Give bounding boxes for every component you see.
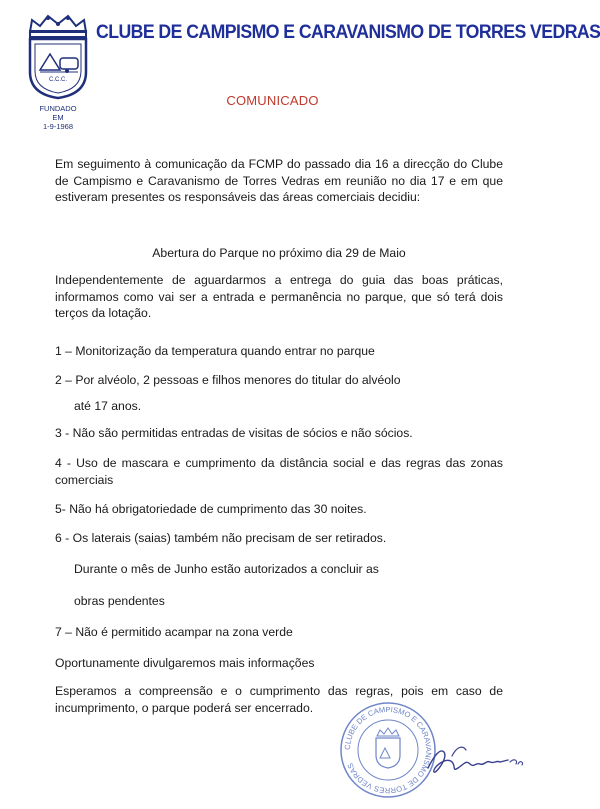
rule-item: 6 - Os laterais (saias) também não precisam de ser retirados. — [55, 531, 387, 545]
rule-item: 4 - Uso de mascara e cumprimento da distância social e das regras das zonas comerciais — [55, 456, 503, 487]
club-crest-icon — [22, 14, 94, 100]
rule-item: 1 – Monitorização da temperatura quando entrar no parque — [55, 344, 375, 358]
founded-note — [22, 104, 94, 131]
intro-paragraph: Em seguimento à comunicação da FCMP do passado dia 16 a direcção do Clube de Campismo e Caravanismo de Torres Vedras em reunião no dia 17 e em que estiveram presentes os responsáveis das áreas comerciais decidiu: — [55, 157, 503, 204]
closing-info: Oportunamente divulgaremos mais informações — [55, 656, 315, 670]
club-logo — [22, 14, 94, 100]
club-name: CLUBE DE CAMPISMO E CARAVANISMO DE TORRES VEDRAS — [96, 22, 600, 43]
announcement: Abertura do Parque no próximo dia 29 de Maio — [152, 246, 406, 260]
document-heading: COMUNICADO — [226, 93, 319, 108]
rule-item: 5- Não há obrigatoriedade de cumprimento das 30 noites. — [55, 502, 367, 516]
context-paragraph: Independentemente de aguardarmos a entrega do guia das boas práticas, informamos como vai ser a entrada e permanência no parque, que só terá dois terços da lotação. — [55, 273, 503, 320]
rule-item: 3 - Não são permitidas entradas de visitas de sócios e não sócios. — [55, 426, 413, 440]
handwritten-signature-icon — [422, 738, 532, 788]
signature — [422, 738, 532, 788]
founded-line: 1-9-1968 — [42, 122, 74, 131]
rule-item-continuation: obras pendentes — [74, 594, 165, 608]
svg-text:C.C.C.: C.C.C. — [49, 77, 67, 83]
rule-item: 2 – Por alvéolo, 2 pessoas e filhos menores do titular do alvéolo — [55, 373, 401, 387]
founded-line: EM — [52, 113, 64, 122]
rule-item: 7 – Não é permitido acampar na zona verde — [55, 625, 293, 639]
founded-line: FUNDADO — [39, 104, 77, 113]
rule-item-continuation: Durante o mês de Junho estão autorizados a concluir as — [74, 562, 379, 576]
stamp-ring-text: CLUBE DE CAMPISMO E CARAVANISMO DE TORRES VEDRAS — [342, 704, 434, 796]
rule-item-continuation: até 17 anos. — [74, 399, 142, 413]
closing-paragraph: Esperamos a compreensão e o cumprimento das regras, pois em caso de incumprimento, o parque poderá ser encerrado. — [55, 684, 503, 715]
